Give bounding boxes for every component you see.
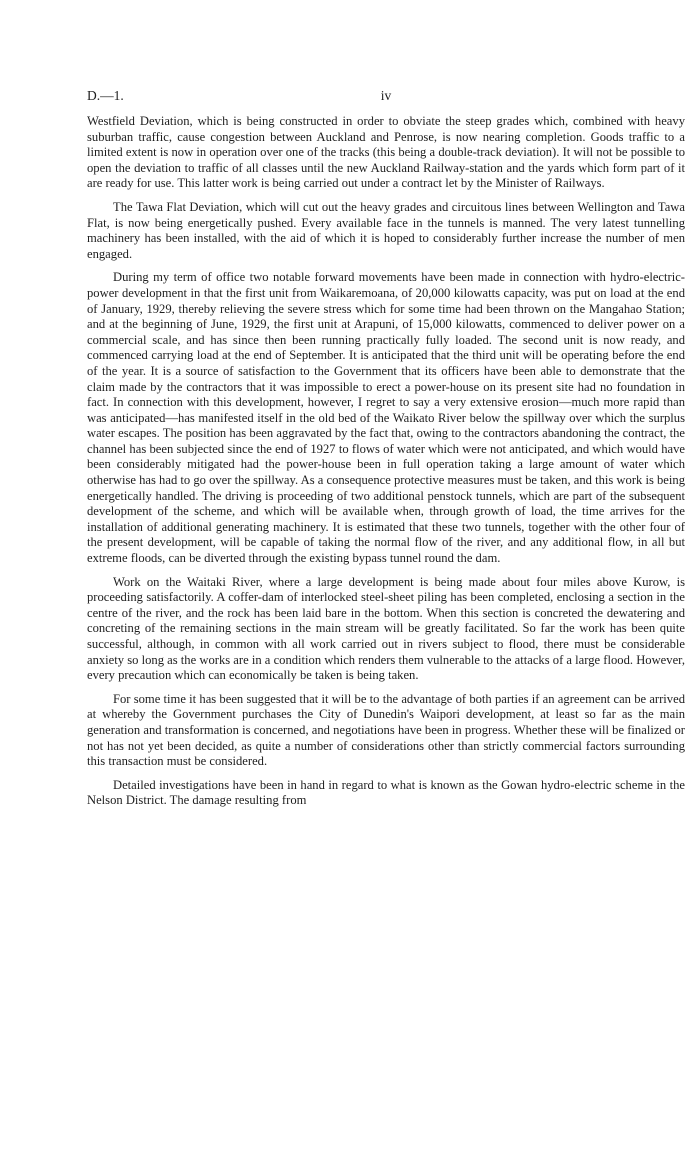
report-page [87,0,685,817]
document-number: D.—1. [87,88,124,103]
paragraph-gowan-scheme: Detailed investigations have been in hand in regard to what is known as the Gowan hydro-electric scheme in the Nelson District. The damage resulting from [87,777,685,808]
paragraph-tawa-flat-deviation: The Tawa Flat Deviation, which will cut out the heavy grades and circuitous lines between Wellington and Tawa Flat, is now being energetically pushed. Every available face in the tunnels is manned. The very latest tunnelling machinery has been installed, with the aid of which it is hoped to considerably further increase the number of men engaged. [87,199,685,261]
paragraph-hydro-electric-development: During my term of office two notable forward movements have been made in connection with hydro-electric-power development in that the first unit from Waikaremoana, of 20,000 kilowatts capacity, was put on load at the end of January, 1929, thereby relieving the severe stress which for some time had been thrown on the Mangahao Station; and at the beginning of June, 1929, the first unit at Arapuni, of 15,000 kilowatts, commenced to deliver power on a commercial scale, and has since then been running practically fully loaded. The second unit is now ready, and commenced carrying load at the end of September. It is anticipated that the third unit will be operating before the end of the year. It is a source of satisfaction to the Government that its officers have been able to demonstrate that the claim made by the contractors that it was impossible to erect a power-house on its present site had no foundation in fact. In connection with this development, however, I regret to say a very extensive erosion—much more rapid than was anticipated—has manifested itself in the old bed of the Waikato River below the spillway over which the surplus water escapes. The position has been aggravated by the fact that, owing to the contractors abandoning the contract, the channel has been subjected since the end of 1927 to flows of water which were not anticipated, and which would have been considerably mitigated had the power-house been in full operation taking a large amount of water which otherwise has had to go over the spillway. As a consequence protective measures must be taken, and this work is being energetically handled. The driving is proceeding of two additional penstock tunnels, which are part of the subsequent development of the scheme, and which will be available when, through growth of load, the time arrives for the installation of additional generating machinery. It is estimated that these two tunnels, together with the other four of the present development, will be capable of taking the normal flow of the river, and any additional flow, in all but extreme floods, can be diverted through the existing bypass tunnel round the dam. [87,270,685,566]
page-number: iv [380,88,392,103]
paragraph-westfield-deviation: Westfield Deviation, which is being constructed in order to obviate the steep grades which, combined with heavy suburban traffic, cause congestion between Auckland and Penrose, is now nearing completion. Goods traffic to a limited extent is now in operation over one of the tracks (this being a double-track deviation). It will not be possible to open the deviation to traffic of all classes until the new Auckland Railway-station and the yards which form part of it are ready for use. This latter work is being carried out under a contract let by the Minister of Railways. [87,114,685,191]
paragraph-waitaki-river: Work on the Waitaki River, where a large development is being made about four miles above Kurow, is proceeding satisfactorily. A coffer-dam of interlocked steel-sheet piling has been completed, enclosing a section in the centre of the river, and the rock has been laid bare in the bottom. When this section is concreted the dewatering and concreting of the remaining sections in the main stream will be greatly facilitated. So far the work has been quite successful, although, in common with all work carried out in rivers subject to flood, there must be considerable anxiety so long as the works are in a condition which renders them vulnerable to the attacks of a large flood. However, every precaution which can economically be taken is being taken. [87,574,685,683]
running-header [87,88,685,110]
body-text [87,114,685,809]
paragraph-waipori-purchase: For some time it has been suggested that it will be to the advantage of both parties if an agreement can be arrived at whereby the Government purchases the City of Dunedin's Waipori development, at least so far as the main generation and transformation is concerned, and negotiations have been in progress. Whether these will be finalized or not has not yet been decided, as quite a number of considerations other than strictly commercial factors surrounding this transaction must be considered. [87,691,685,769]
